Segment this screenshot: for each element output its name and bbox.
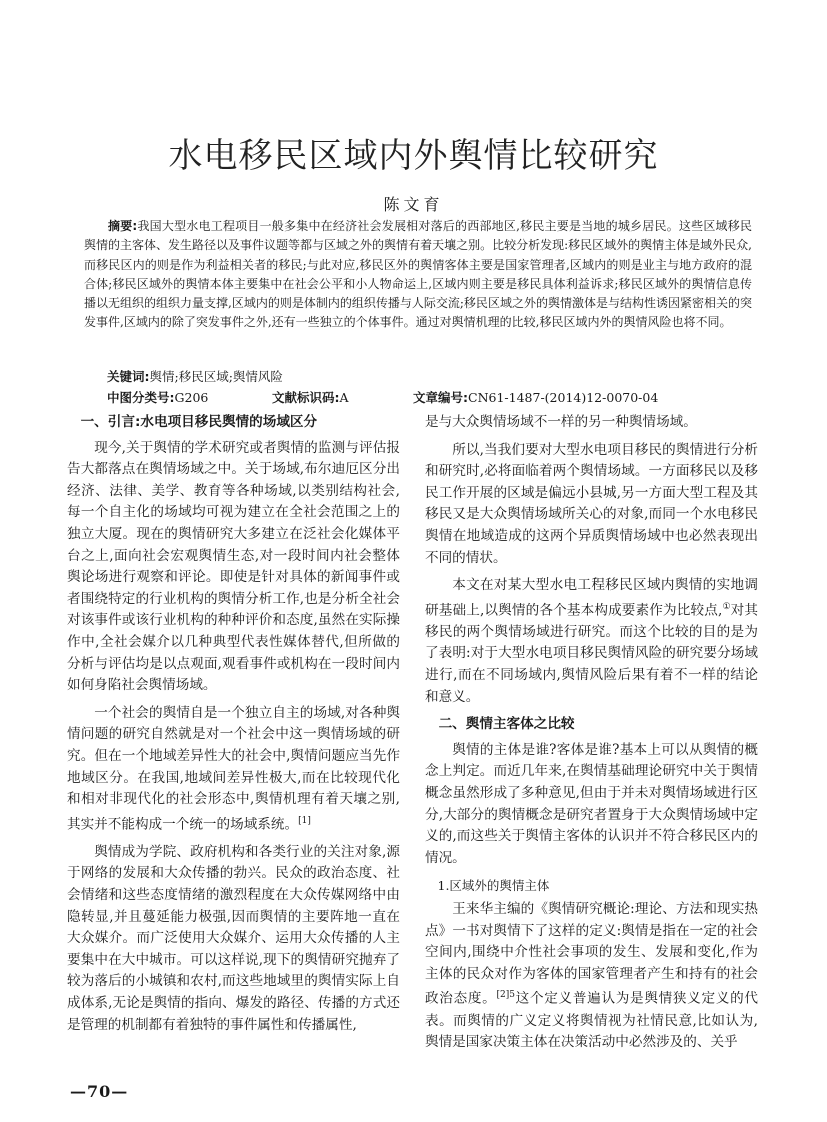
keywords-label: 关键词: xyxy=(107,369,150,384)
paragraph: 舆情的主体是谁?客体是谁?基本上可以从舆情的概念上判定。而近几年来,在舆情基础理论研究中关于舆情概念虽然形成了多种意见,但由于并未对舆情场域进行区分,大部分的舆情概念是研究者置身于大众舆情场域中定义的,而这些关于舆情主客体的认识并不符合移民区内的情况。 xyxy=(425,741,758,866)
paragraph: 舆情成为学院、政府机构和各类行业的关注对象,源于网络的发展和大众传播的勃兴。民众的政治态度、社会情绪和这些态度情绪的激烈程度在大众传媒网络中由隐转显,并且蔓延能力极强,因而舆情的主要阵地一直在大众媒介。而广泛使用大众媒介、运用大众传播的人主要集中在大中城市。可以这样说,现下的舆情研究抛弃了较为落后的小城镇和农村,而这些地域里的舆情实际上自成体系,无论是舆情的指向、爆发的路径、传播的方式还是管理的机制都有着独特的事件属性和传播属性, xyxy=(67,843,400,1033)
paragraph-text: 这个定义普遍认为是舆情狭义定义的代表。而舆情的广义定义将舆情视为社情民意,比如认为,舆情是国家决策主体在决策活动中必然涉及的、关乎 xyxy=(425,990,759,1051)
clc-label: 中图分类号: xyxy=(107,390,175,405)
page-number: —70— xyxy=(70,1082,129,1101)
paragraph: 所以,当我们要对大型水电项目移民的舆情进行分析和研究时,必将面临着两个舆情场域。一方面移民以及移民工作开展的区域是偏远小县城,另一方面大型工程及其移民又是大众舆情场域所关心的对象,而同一个水电移民舆情在地域造成的这两个异质舆情场域中也必然表现出不同的情状。 xyxy=(425,441,758,566)
paragraph-continued: 是与大众舆情场域不一样的另一种舆情场域。 xyxy=(425,414,697,430)
subsection-heading: 1.区域外的舆情主体 xyxy=(437,878,550,894)
paragraph-text: 王来华主编的《舆情研究概论:理论、方法和现实热点》一书对舆情下了这样的定义:舆情是指在一定的社会空间内,围绕中介性社会事项的发生、发展和变化,作为主体的民众对作为客体的国家管理者产生和持有的社会政治态度。 xyxy=(425,901,758,1007)
right-column xyxy=(425,412,758,1060)
paragraph-text: 对其移民的两个舆情场域进行研究。而这个比较的目的是为了表明:对于大型水电项目移民舆情风险的研究要分场域进行,而在不同场域内,舆情风险后果有着不一样的结论和意义。 xyxy=(425,602,759,705)
document-code-label: 文献标识码: xyxy=(272,390,340,405)
article-number-label: 文章编号: xyxy=(413,390,468,405)
abstract-label: 摘要: xyxy=(108,219,138,233)
section-heading-2: 二、舆情主客体之比较 xyxy=(438,716,575,733)
keywords xyxy=(107,367,283,385)
clc-number xyxy=(107,388,208,406)
author-name: 陈文育 xyxy=(383,195,444,214)
document-code-value: A xyxy=(339,390,349,405)
article-number xyxy=(413,388,658,406)
abstract-text: 我国大型水电工程项目一般多集中在经济社会发展相对落后的西部地区,移民主要是当地的城乡居民。这些区域移民舆情的主客体、发生路径以及事件议题等都与区域之外的舆情有着天壤之别。比较分析发现:移民区域外的舆情主体是域外民众,而移民区内的则是作为利益相关者的移民;与此对应,移民区外的舆情客体主要是国家管理者,区域内的则是业主与地方政府的混合体;移民区域外的舆情本体主要集中在社会公平和小人物命运上,区域内则主要是移民具体利益诉求;移民区域外的舆情信息传播以无组织的组织力量支撑,区域内的则是体制内的组织传播与人际交流;移民区域之外的舆情激体是与结构性诱因紧密相关的突发事件,区域内的除了突发事件之外,还有一些独立的个体事件。通过对舆情机理的比较,移民区域内外的舆情风险也将不同。 xyxy=(84,219,752,330)
document-code xyxy=(272,388,349,406)
footnote-mark: ① xyxy=(722,601,731,612)
keywords-text: 舆情;移民区域;舆情风险 xyxy=(149,369,283,384)
section-heading-1: 一、引言:水电项目移民舆情的场域区分 xyxy=(80,414,318,430)
paragraph xyxy=(67,703,400,836)
reference-mark: [2]5 xyxy=(496,990,515,1001)
paragraph xyxy=(425,575,758,708)
left-column xyxy=(67,412,400,1042)
paragraph xyxy=(425,899,758,1054)
clc-value: G206 xyxy=(174,390,209,405)
article-number-value: CN61-1487-(2014)12-0070-04 xyxy=(468,390,659,405)
paragraph-text: 本文在对某大型水电工程移民区域内舆情的实地调研基础上,以舆情的各个基本构成要素作为比较点, xyxy=(425,577,758,619)
reference-mark: [1] xyxy=(298,815,311,826)
paragraph-text: 一个社会的舆情自是一个独立自主的场域,对各种舆情问题的研究自然就是对一个社会中这一舆情场域的研究。但在一个地域差异性大的社会中,舆情问题应当先作地域区分。在我国,地域间差异性极大,而在比较现代化和相对非现代化的社会形态中,舆情机理有着天壤之别,其实并不能构成一个统一的场域系统。 xyxy=(67,704,400,833)
abstract xyxy=(84,217,752,333)
paragraph: 现今,关于舆情的学术研究或者舆情的监测与评估报告大都落点在舆情场域之中。关于场域,布尔迪厄区分出经济、法律、美学、教育等各种场域,以类别结构社会,每一个自主化的场域均可视为建立在全社会范围之上的独立大厦。现在的舆情研究大多建立在泛社会化媒体平台之上,面向社会宏观舆情生态,对一段时间内社会整体舆论场进行观察和评论。即使是针对具体的新闻事件或者围绕特定的行业机构的舆情分析工作,也是分析全社会对该事件或该行业机构的种种评价和态度,虽然在实际操作中,全社会媒介以几种典型代表性媒体替代,但所做的分析与评估均是以点观面,观看事件或机构在一段时间内如何身陷社会舆情场域。 xyxy=(67,439,400,694)
article-title: 水电移民区域内外舆情比较研究 xyxy=(168,136,659,176)
